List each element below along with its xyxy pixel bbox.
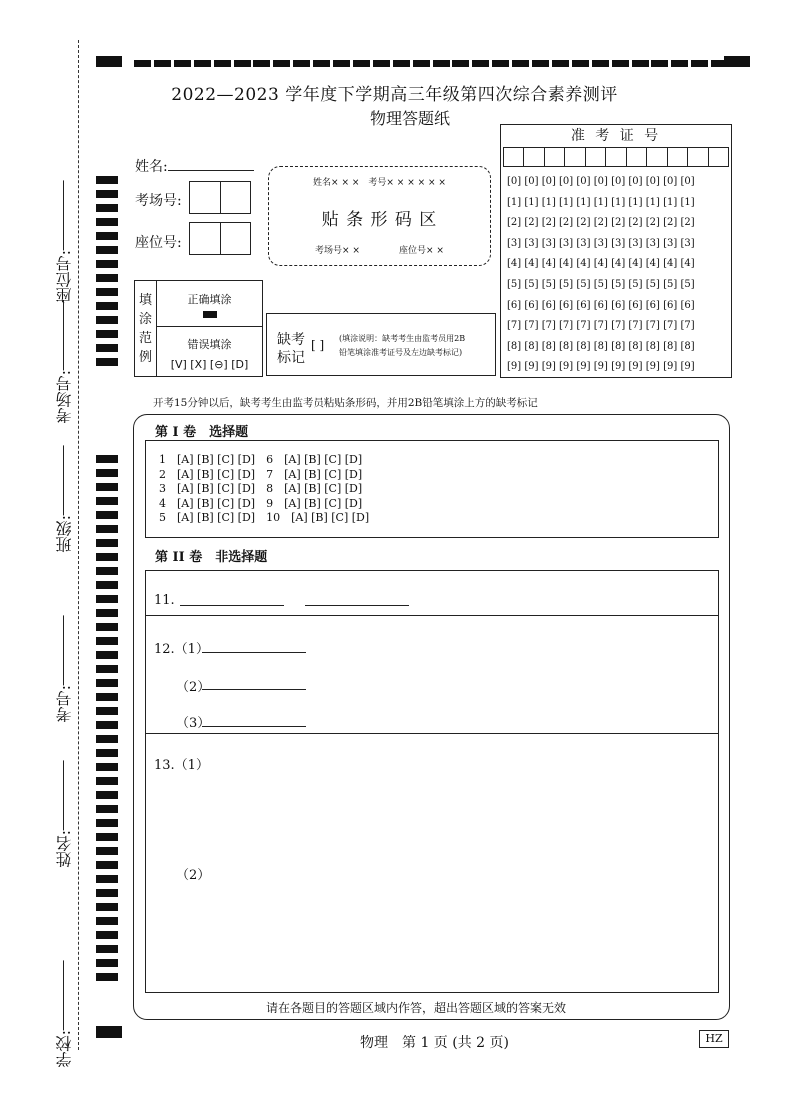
section2-title: 第 II 卷 非选择题 — [155, 550, 268, 565]
admission-input-cells[interactable] — [503, 147, 729, 167]
timing-dash — [253, 60, 270, 67]
timing-marks-lower — [96, 455, 118, 987]
choice-row[interactable]: 4 [A] [B] [C] [D] 9 [A] [B] [C] [D] — [159, 496, 363, 510]
timing-dash — [512, 60, 529, 67]
corner-mark-bottom-left — [96, 1026, 122, 1038]
side-label-seat: 座位号: — [56, 180, 74, 303]
exam-room-field[interactable] — [189, 181, 251, 214]
q13-2-label: （2） — [176, 868, 211, 883]
page-subtitle: 物理答题纸 — [370, 109, 451, 128]
barcode-area[interactable] — [268, 166, 491, 266]
seat-label: 座位号: — [135, 235, 182, 251]
timing-dash — [234, 60, 251, 67]
barcode-room: 考场号× × — [315, 246, 360, 256]
paper-code: HZ — [699, 1030, 729, 1048]
digit-row[interactable]: [6] [6] [6] [6] [6] [6] [6] [6] [6] [6] [6] — [507, 299, 695, 311]
wrong-marks: [V] [X] [⊖] [D] — [170, 358, 249, 371]
timing-dash — [492, 60, 509, 67]
choice-row[interactable]: 5 [A] [B] [C] [D] 10 [A] [B] [C] [D] — [159, 511, 370, 524]
q12-3-label: （3） — [176, 716, 211, 731]
q11-blank-2[interactable] — [305, 605, 409, 606]
timing-dash — [333, 60, 350, 67]
filled-box-icon — [203, 311, 217, 318]
corner-mark-top-left — [96, 56, 122, 67]
absent-label: 缺考 — [277, 332, 305, 348]
barcode-info-line: 姓名× × × 考号× × × × × × — [313, 178, 446, 188]
timing-dash — [413, 60, 430, 67]
name-label: 姓名: — [135, 156, 254, 176]
absent-note: (填涂说明：缺考考生由监考员用2B 铅笔填涂准考证号及左边缺考标记) — [339, 334, 466, 357]
timing-dash — [313, 60, 330, 67]
digit-row[interactable]: [0] [0] [0] [0] [0] [0] [0] [0] [0] [0] [0] — [507, 176, 695, 187]
digit-row[interactable]: [9] [9] [9] [9] [9] [9] [9] [9] [9] [9] [9] — [507, 361, 695, 373]
timing-dash — [393, 60, 410, 67]
q12-2-label: （2） — [176, 680, 211, 695]
timing-dash — [632, 60, 649, 67]
digit-row[interactable]: [2] [2] [2] [2] [2] [2] [2] [2] [2] [2] [2] — [507, 217, 695, 229]
correct-fill-example: 正确填涂 — [157, 281, 262, 327]
digit-row[interactable]: [7] [7] [7] [7] [7] [7] [7] [7] [7] [7] [7] — [507, 320, 695, 332]
q11-label: 11. — [154, 593, 175, 608]
timing-dash — [592, 60, 609, 67]
side-label-school: 学校: — [56, 960, 74, 1067]
digit-row[interactable]: [5] [5] [5] [5] [5] [5] [5] [5] [5] [5] [5] — [507, 278, 695, 290]
cut-line — [78, 40, 79, 1050]
timing-dash — [293, 60, 310, 67]
seat-field[interactable] — [189, 222, 251, 255]
timing-dash — [134, 60, 151, 67]
choice-row[interactable]: 1 [A] [B] [C] [D] 6 [A] [B] [C] [D] — [159, 453, 363, 466]
absent-checkbox[interactable]: [ ] — [311, 338, 325, 352]
side-label-exam-no: 考号: — [56, 615, 74, 722]
q11-box[interactable] — [145, 570, 719, 616]
timing-dash — [174, 60, 191, 67]
q12-1-blank[interactable] — [202, 652, 306, 653]
exam-room-label: 考场号: — [135, 193, 182, 209]
timing-dash — [671, 60, 688, 67]
timing-dash — [651, 60, 668, 67]
choice-row[interactable]: 2 [A] [B] [C] [D] 7 [A] [B] [C] [D] — [159, 467, 363, 481]
section1-title: 第 I 卷 选择题 — [155, 425, 249, 440]
q12-3-blank[interactable] — [202, 726, 306, 727]
timing-dash — [552, 60, 569, 67]
timing-dash — [373, 60, 390, 67]
q12-2-blank[interactable] — [202, 689, 306, 690]
wrong-fill-example: 错误填涂 [V] [X] [⊖] [D] — [157, 328, 262, 376]
side-label-class: 班级: — [56, 445, 74, 552]
q11-blank-1[interactable] — [180, 605, 284, 606]
digit-row[interactable]: [4] [4] [4] [4] [4] [4] [4] [4] [4] [4] [4] — [507, 258, 695, 270]
timing-dash — [194, 60, 211, 67]
bottom-notice: 请在各题目的答题区域内作答，超出答题区域的答案无效 — [266, 1001, 567, 1015]
digit-row[interactable]: [8] [8] [8] [8] [8] [8] [8] [8] [8] [8] [8] — [507, 340, 695, 352]
q13-1-label: 13.（1） — [154, 758, 209, 773]
fill-example-box — [134, 280, 263, 377]
timing-dash — [472, 60, 489, 67]
barcode-seat: 座位号× × — [399, 246, 444, 256]
admission-title: 准 考 证 号 — [570, 128, 662, 144]
timing-dash — [532, 60, 549, 67]
admission-number-box — [500, 124, 732, 378]
timing-dash — [452, 60, 469, 67]
page-title: 2022—2023 学年度下学期高三年级第四次综合素养测评 — [171, 85, 618, 105]
fill-example-side-label: 填 涂 范 例 — [135, 281, 157, 376]
absent-mark-box: 缺考 标记 [ ] (填涂说明：缺考考生由监考员用2B 铅笔填涂准考证号及左边缺考标记) — [266, 313, 496, 376]
side-label-name: 姓名: — [56, 760, 74, 867]
timing-dash — [273, 60, 290, 67]
q12-1-label: 12.（1） — [154, 642, 209, 657]
timing-dash — [353, 60, 370, 67]
barcode-title: 贴 条 形 码 区 — [321, 210, 438, 230]
timing-dash — [711, 60, 728, 67]
timing-dash — [572, 60, 589, 67]
digit-row[interactable]: [3] [3] [3] [3] [3] [3] [3] [3] [3] [3] [3] — [507, 237, 695, 249]
timing-dash — [214, 60, 231, 67]
page-number: 物理 第 1 页 (共 2 页) — [360, 1035, 509, 1051]
choice-box — [145, 440, 719, 538]
timing-dash — [612, 60, 629, 67]
late-notice: 开考15分钟以后，缺考考生由监考员粘贴条形码，并用2B铅笔填涂上方的缺考标记 — [153, 397, 538, 409]
side-label-room: 考场号: — [56, 300, 74, 423]
choice-row[interactable]: 3 [A] [B] [C] [D] 8 [A] [B] [C] [D] — [159, 482, 363, 495]
q13-box[interactable] — [145, 733, 719, 993]
digit-row[interactable]: [1] [1] [1] [1] [1] [1] [1] [1] [1] [1] [1] — [507, 196, 695, 208]
timing-marks-upper — [96, 176, 118, 372]
timing-dash — [691, 60, 708, 67]
timing-dash — [433, 60, 450, 67]
timing-dash — [154, 60, 171, 67]
q12-box[interactable] — [145, 615, 719, 734]
